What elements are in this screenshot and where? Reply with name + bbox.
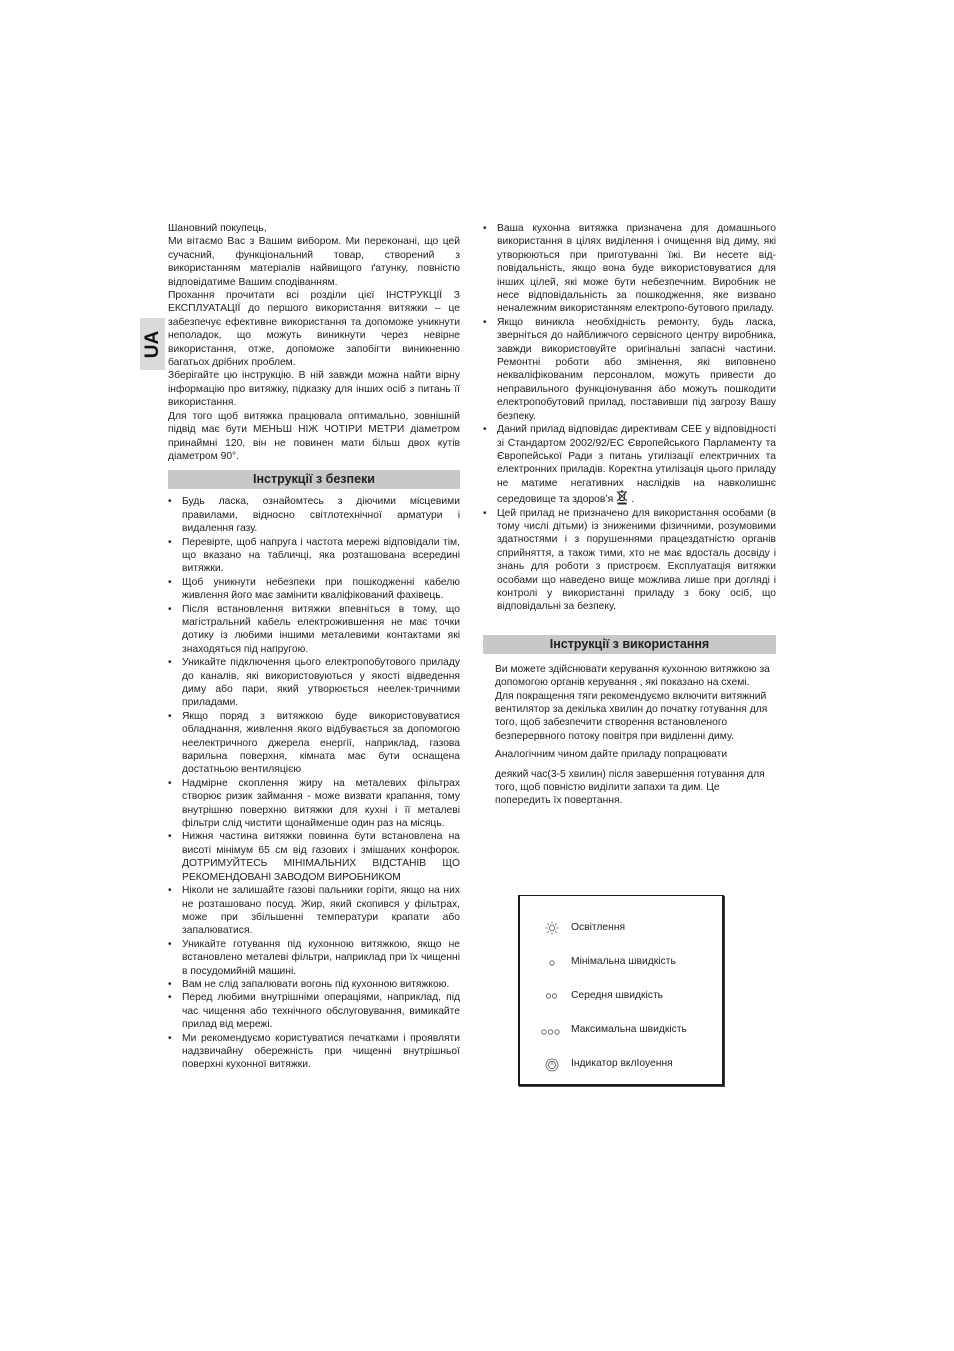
usage-notes-list xyxy=(483,222,776,614)
list-item: • Ваша кухонна витяжка призначена для домашнього використання в цілях виділення і очищення від диму, які утворюються при приготуванні їжі. Ви несете від-повідальність, якщо вона буде використовуватися для інших цілей, які може бути небезпечним. Виробник не несе відповідальність за пошкодження, яке визвано неналежним використанням електропо-бутового приладу. xyxy=(483,222,776,316)
list-item: • Надмірне скоплення жиру на металевих фільтрах створює ризик займання - може визвати крапання, тому внутрішню поверхню витяжки для кухні і її металеві фільтри слід чистити щонайменше один раз на місяць. xyxy=(168,777,460,831)
controls-legend xyxy=(518,895,724,1086)
list-item: • Щоб уникнути небезпеки при пошкодженні кабелю живлення його має замінити кваліфікований фахівець. xyxy=(168,576,460,603)
left-column xyxy=(168,222,460,1072)
language-tab xyxy=(140,318,165,370)
usage-paragraph-after: Аналогічним чином дайте приладу попрацювати xyxy=(495,749,728,761)
greeting: Шановний покупець, xyxy=(168,223,267,234)
list-item: • Нижня частина витяжки повинна бути встановлена на висоті мінімум 65 см від газових і змішаних конфорок. ДОТРИМУЙТЕСЬ МІНІМАЛЬНИХ ВІДСТАНІВ ЩО РЕКОМЕНДОВАНІ ЗАВОДОМ ВИРОБНИКОМ xyxy=(168,830,460,884)
list-item xyxy=(483,423,776,506)
language-tab-label: UA xyxy=(142,330,164,358)
legend-row-light xyxy=(520,918,720,938)
right-column xyxy=(483,222,776,808)
list-item: • Будь ласка, ознайомтесь з діючими місцевими правилами, відносно світлотехнічної арматури і видалення газу. xyxy=(168,495,460,535)
list-item: • Уникайте підключення цього електропобутового приладу до каналів, які використовуються у якості відведення диму або пари, який утворюється неелек-тричними приладами. xyxy=(168,656,460,710)
list-item: • Вам не слід запалювати вогонь під кухонною витяжкою. xyxy=(168,978,460,991)
list-item: • Якщо поряд з витяжкою буде використовуватися обладнання, живлення якого відбувається за допомогою неелектричного джерела енергії, наприклад, газова варильна поверхня, кімната має бути оснащена достатньою вентиляцією xyxy=(168,710,460,777)
usage-paragraph-controls: Ви можете здійснювати керування кухонною витяжкою за допомогою органів керування , які показано на схемі. xyxy=(495,663,770,689)
speed-2-icon xyxy=(540,987,562,1005)
list-item: • Уникайте готування під кухонною витяжкою, якщо не встановлено металеві фільтри, наприклад при їх чищенні в посудомийній машині. xyxy=(168,938,460,978)
directive-text: Даний прилад відповідає директивам CEE у відповідності зі Стандартом 2002/92/EC Європейського Парламенту та Європейської Ради з питань утилізації електричних та електронних приладів. Коректна утилізація цього приладу не матиме негативних наслідків на навколишнє середовище та здоров’я xyxy=(497,424,776,506)
power-indicator-icon xyxy=(540,1055,562,1073)
usage-paragraph-start: Для покращення тяги рекомендуємо включити витяжний вентилятор за декілька хвилин до початку готування для того, щоб забезпечити створення встановленого безперервного потоку повітря при виділенні диму. xyxy=(495,690,768,742)
usage-text xyxy=(483,663,776,808)
legend-label: Середня швидкість xyxy=(571,990,664,1001)
legend-label: Індикатор вклІоуення xyxy=(571,1058,673,1069)
directive-end: . xyxy=(631,494,635,506)
legend-label: Максимальна швидкість xyxy=(571,1024,687,1035)
speed-3-icon xyxy=(539,1021,561,1039)
legend-label: Мінімальна швидкість xyxy=(571,956,676,967)
list-item: • Перевірте, щоб напруга і частота мережі відповідали тім, що вказано на табличці, яка розташована всередині витяжки. xyxy=(168,536,460,576)
list-item: • Ніколи не залишайте газові пальники горіти, якщо на них не розташовано посуд. Жир, який скопився у фільтрах, може при збільшенні температури крапати або запалюватися. xyxy=(168,884,460,938)
legend-row-speed-3 xyxy=(520,1020,720,1040)
list-item: • Цей прилад не призначено для використання особами (в тому числі дітьми) із зниженими фізичними, розумовими здатностями і з порушеннями працездатністю органів сприйняття, а також тими, хто не має вдосталь досвіду і знань для роботи з пристроєм. Експлуатація витяжки особами що наведено вище можлива лише при догляді і контролі у використанні приладу з боку осіб, що відповідальні за безпеку. xyxy=(483,507,776,614)
legend-row-power xyxy=(520,1054,720,1074)
list-item: • Ми рекомендуємо користуватися печатками і проявляти надзвичайну обережність при чищенні внутрішньої поверхні кухонної витяжки. xyxy=(168,1032,460,1072)
legend-label: Освітлення xyxy=(571,922,626,933)
list-item: • Після встановлення витяжки впевніться в тому, що магістральний кабель електрожившення не має точки дотику із любими іншими металевими контактами які знаходяться під напругою. xyxy=(168,603,460,657)
list-item: • Перед любими внутрішніми операціями, наприклад, під час чищення або технічного обслуговування, вимикайте прилад від мережі. xyxy=(168,991,460,1031)
legend-row-speed-1 xyxy=(520,952,720,972)
safety-list xyxy=(168,495,460,1071)
intro-paragraph: Ми вітаємо Вас з Вашим вибором. Ми переконані, що цей сучасний, функціональний товар, створений з використанням матеріалів найвищого ґатунку, повністю відповідатиме Вашим сподіванням. xyxy=(168,236,460,288)
duct-paragraph: Для того щоб витяжка працювала оптимально, зовнішній підвід має бути МЕНЬШ НІЖ ЧОТІРИ МЕТРИ діаметром принаймні 120, він не повинен мати більш двох кутів діаметром 90°. xyxy=(168,410,460,462)
usage-paragraph-after-cont: деякий час(3-5 хвилин) після завершення готування для того, щоб повністю виділити запахи та дим. Це попередить їх повертання. xyxy=(495,768,765,807)
weee-bin-icon xyxy=(616,490,628,505)
list-item: • Якщо виникла необхідність ремонту, будь ласка, зверніться до найближчого сервісного центру виробника, завжди використовуйте оригінальні запасні частини. Ремонтні роботи або змінення, які виповнено некваліфікованим персоналом, можуть привести до неправильного функціонування або можуть пошкодити електропобутовий прилад, поставивши під загрозу Вашу безпеку. xyxy=(483,316,776,423)
usage-section-title: Інструкції з використання xyxy=(483,635,776,654)
keep-instructions-paragraph: Зберігайте цю інструкцію. В ній завжди можна найти вірну інформацію про витяжку, підказку для інших осіб з питань її використання. xyxy=(168,370,460,409)
speed-1-icon xyxy=(540,953,562,971)
read-instructions-paragraph: Прохання прочитати всі розділи цієї ІНСТРУКЦІЇ З ЕКСПЛУАТАЦІЇ до першого використання витяжки – це забезпечує ефективне використання та допоможе уникнути неполадок, що можуть виникнути через невірне використання, отже, допоможе запобігти виникненню багатьох дрібних проблем. xyxy=(168,290,460,369)
light-icon xyxy=(540,919,562,937)
legend-row-speed-2 xyxy=(520,986,720,1006)
safety-section-title: Інструкції з безпеки xyxy=(168,470,460,489)
